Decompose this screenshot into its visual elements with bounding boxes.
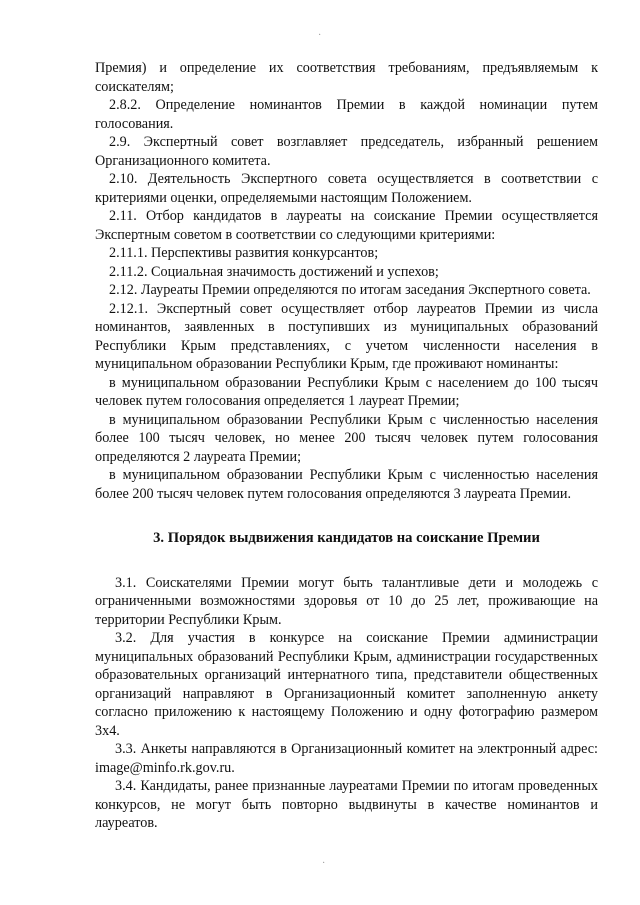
paragraph-3-4: 3.4. Кандидаты, ранее признанные лауреатами Премии по итогам проведенных конкурсов, не могут быть повторно выдвинуты в качестве номинантов и лауреатов.: [95, 778, 598, 831]
paragraph-2-11-1: 2.11.1. Перспективы развития конкурсантов;: [109, 245, 379, 261]
paragraph-2-9: 2.9. Экспертный совет возглавляет председатель, избранный решением Организационного комитета.: [95, 134, 598, 169]
section-heading: 3. Порядок выдвижения кандидатов на соискание Премии: [153, 530, 540, 546]
paragraph-3-1: 3.1. Соискателями Премии могут быть талантливые дети и молодежь с ограниченными возможностями здоровья от 10 до 25 лет, проживающие на территории Республики Крым.: [95, 574, 598, 628]
paragraph-continuation: Премия) и определение их соответствия требованиям, предъявляемым к соискателям;: [95, 60, 598, 95]
list-item-100k-200k: в муниципальном образовании Республики Крым с численностью населения более 100 тысяч человек, но менее 200 тысяч человек путем голосования определяются 2 лауреата Премии;: [95, 411, 598, 465]
scan-mark-bottom: ·: [322, 858, 326, 869]
paragraph-2-11: 2.11. Отбор кандидатов в лауреаты на соискание Премии осуществляется Экспертным советом в соответствии со следующими критериями:: [95, 208, 598, 243]
scan-mark-top: ·: [318, 30, 322, 41]
paragraph-2-8-2: 2.8.2. Определение номинантов Премии в каждой номинации путем голосования.: [95, 97, 598, 132]
paragraph-3-3: 3.3. Анкеты направляются в Организационный комитет на электронный адрес: image@minfo.rk.gov.ru.: [95, 741, 598, 776]
list-item-under-100k: в муниципальном образовании Республики Крым с населением до 100 тысяч человек путем голосования определяется 1 лауреат Премии;: [95, 374, 598, 409]
paragraph-2-10: 2.10. Деятельность Экспертного совета осуществляется в соответствии с критериями оценки, определяемыми настоящим Положением.: [95, 171, 598, 206]
paragraph-2-11-2: 2.11.2. Социальная значимость достижений и успехов;: [109, 263, 439, 280]
paragraph-2-12-1: 2.12.1. Экспертный совет осуществляет отбор лауреатов Премии из числа номинантов, заявленных в поступивших из муниципальных образований Республики Крым представлениях, с учетом численности населения в муниципальном образовании Республики Крым, где проживают номинанты:: [95, 300, 598, 372]
document-body: [95, 59, 598, 833]
paragraph-3-2: 3.2. Для участия в конкурсе на соискание Премии администрации муниципальных образований Республики Крым, администрации государственных образовательных организаций интернатного типа, представители общественных организаций направляют в Организационный комитет заполненную анкету согласно приложению к настоящему Положению и одну фотографию размером 3х4.: [95, 630, 598, 739]
paragraph-2-12: 2.12. Лауреаты Премии определяются по итогам заседания Экспертного совета.: [109, 282, 591, 298]
list-item-over-200k: в муниципальном образовании Республики Крым с численностью населения более 200 тысяч человек путем голосования определяются 3 лауреата Премии.: [95, 467, 598, 502]
